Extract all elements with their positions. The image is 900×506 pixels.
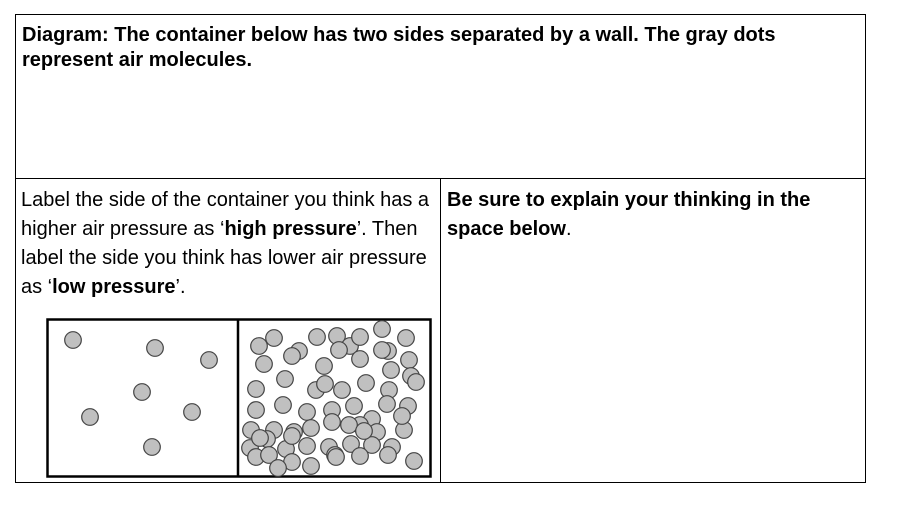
air-molecule <box>394 408 411 425</box>
air-molecule <box>299 404 316 421</box>
air-molecule <box>201 352 218 369</box>
air-molecule <box>251 338 268 355</box>
label-instructions <box>21 186 440 302</box>
air-molecule <box>147 340 164 357</box>
high-density-side <box>242 321 425 477</box>
diagram-instructions: Diagram: The container below has two sides separated by a wall. The gray dots represent air molecules. <box>22 24 776 71</box>
air-molecule <box>341 417 358 434</box>
air-molecule <box>303 458 320 475</box>
label-instructions-part3: ’. <box>175 276 186 298</box>
air-molecule <box>383 362 400 379</box>
air-molecule <box>328 449 345 466</box>
air-molecule <box>406 453 423 470</box>
air-molecule <box>252 430 269 447</box>
air-molecule <box>184 404 201 421</box>
air-molecule <box>303 420 320 437</box>
air-molecule <box>134 384 151 401</box>
air-molecule <box>358 375 375 392</box>
air-molecule <box>401 352 418 369</box>
air-molecule <box>248 381 265 398</box>
air-molecule <box>316 358 333 375</box>
air-molecule <box>398 330 415 347</box>
air-molecule <box>408 374 425 391</box>
low-pressure-term: low pressure <box>52 276 176 298</box>
air-molecule <box>374 321 391 338</box>
air-molecule <box>334 382 351 399</box>
air-molecule <box>379 396 396 413</box>
air-molecule <box>309 329 326 346</box>
air-molecule <box>352 351 369 368</box>
air-molecule <box>331 342 348 359</box>
air-molecule <box>324 414 341 431</box>
air-molecule <box>317 376 334 393</box>
air-molecule <box>352 448 369 465</box>
air-molecule <box>144 439 161 456</box>
air-molecule <box>346 398 363 415</box>
explanation-prompt <box>447 186 865 244</box>
air-molecule <box>65 332 82 349</box>
air-molecule <box>275 397 292 414</box>
air-molecule <box>284 348 301 365</box>
high-pressure-term: high pressure <box>224 218 357 240</box>
explanation-cell[interactable] <box>441 179 865 482</box>
air-molecule <box>374 342 391 359</box>
air-container-diagram <box>46 318 432 480</box>
air-molecule <box>266 330 283 347</box>
air-molecule <box>380 447 397 464</box>
label-instructions-part2: ’. Then label the side you think has lower air pressure as ‘ <box>21 218 427 298</box>
air-molecule <box>352 329 369 346</box>
low-density-side <box>65 332 218 456</box>
label-instructions-part1: Label the side of the container you think has a higher air pressure as ‘ <box>21 189 430 240</box>
air-molecule <box>277 371 294 388</box>
air-molecule <box>270 460 287 477</box>
air-molecule <box>82 409 99 426</box>
air-molecule <box>248 402 265 419</box>
air-molecule <box>356 423 373 440</box>
air-molecule <box>299 438 316 455</box>
air-molecule <box>284 428 301 445</box>
air-molecule <box>256 356 273 373</box>
diagram-header-cell <box>16 15 865 179</box>
explanation-prompt-bold: Be sure to explain your thinking in the space below <box>447 189 811 240</box>
explanation-prompt-end: . <box>565 218 572 240</box>
